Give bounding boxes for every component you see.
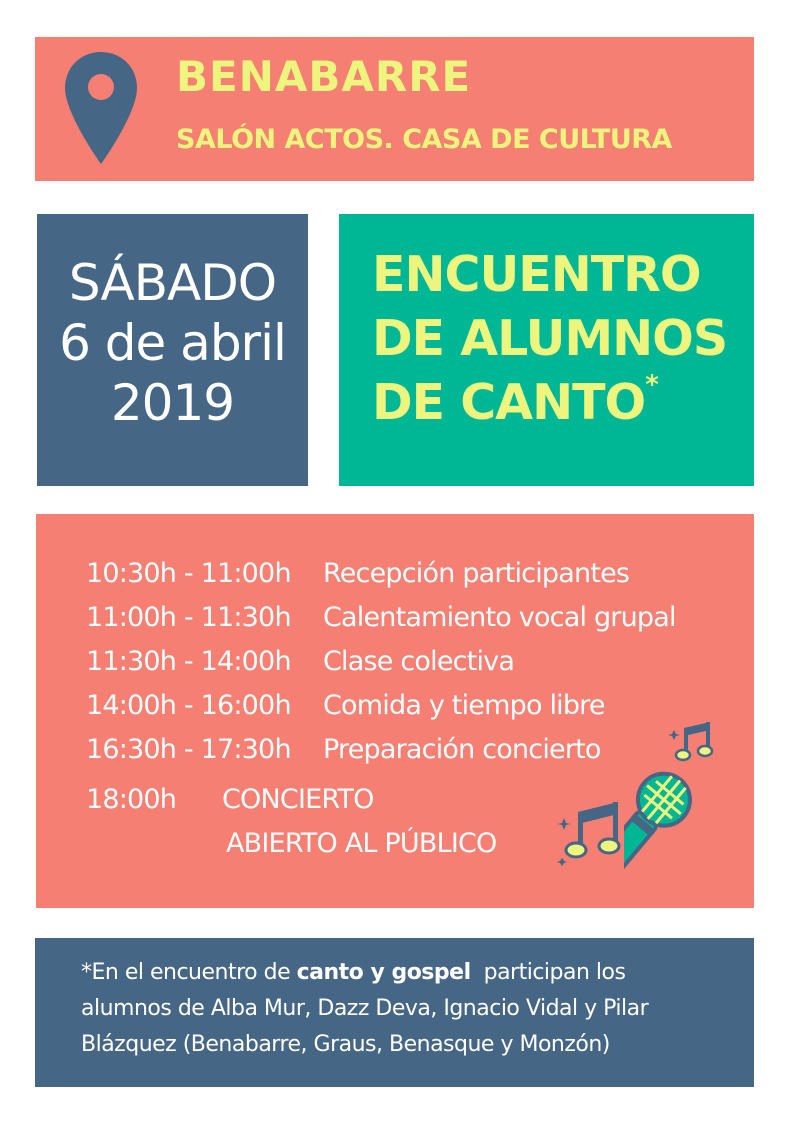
date-day: 6 de abril — [59, 314, 286, 372]
town-name: BENABARRE — [176, 52, 472, 101]
schedule-time: 11:30h - 14:00h — [86, 646, 291, 677]
schedule-activity: ABIERTO AL PÚBLICO — [226, 828, 497, 859]
microphone-icon — [624, 766, 734, 874]
note-highlight: canto y gospel — [296, 960, 471, 985]
note-line-1-end: participan los — [470, 960, 626, 985]
note-line-3: Blázquez (Benabarre, Graus, Benasque y Monzón) — [81, 1032, 610, 1057]
schedule-activity: Preparación concierto — [323, 734, 601, 765]
music-note-icon — [556, 798, 628, 872]
title-line-3-text: DE CANTO — [372, 374, 646, 431]
date-box — [37, 214, 308, 486]
schedule-time: 16:30h - 17:30h — [86, 734, 291, 765]
event-title-box — [339, 214, 754, 486]
schedule-activity: Comida y tiempo libre — [323, 690, 605, 721]
title-asterisk: * — [645, 370, 658, 400]
location-pin-icon — [63, 50, 139, 166]
title-line-3 — [372, 370, 658, 431]
date-year: 2019 — [110, 374, 235, 432]
schedule-time: 18:00h — [86, 784, 177, 815]
note-line-2: alumnos de Alba Mur, Dazz Deva, Ignacio Vidal y Pilar — [81, 996, 649, 1021]
footnote-box — [35, 938, 754, 1087]
note-line-1-start: *En el encuentro de — [81, 960, 297, 985]
schedule-time: 11:00h - 11:30h — [86, 602, 291, 633]
schedule-activity: CONCIERTO — [222, 784, 374, 815]
venue-name: SALÓN ACTOS. CASA DE CULTURA — [176, 124, 672, 155]
date-weekday: SÁBADO — [68, 254, 277, 312]
schedule-activity: Clase colectiva — [323, 646, 515, 677]
note-line-1 — [81, 960, 625, 985]
schedule-activity: Recepción participantes — [323, 558, 630, 589]
schedule-activity: Calentamiento vocal grupal — [323, 602, 676, 633]
schedule-time: 14:00h - 16:00h — [86, 690, 291, 721]
title-line-2: DE ALUMNOS — [372, 310, 728, 367]
music-note-icon — [668, 718, 718, 768]
schedule-time: 10:30h - 11:00h — [86, 558, 291, 589]
title-line-1: ENCUENTRO — [372, 246, 701, 303]
